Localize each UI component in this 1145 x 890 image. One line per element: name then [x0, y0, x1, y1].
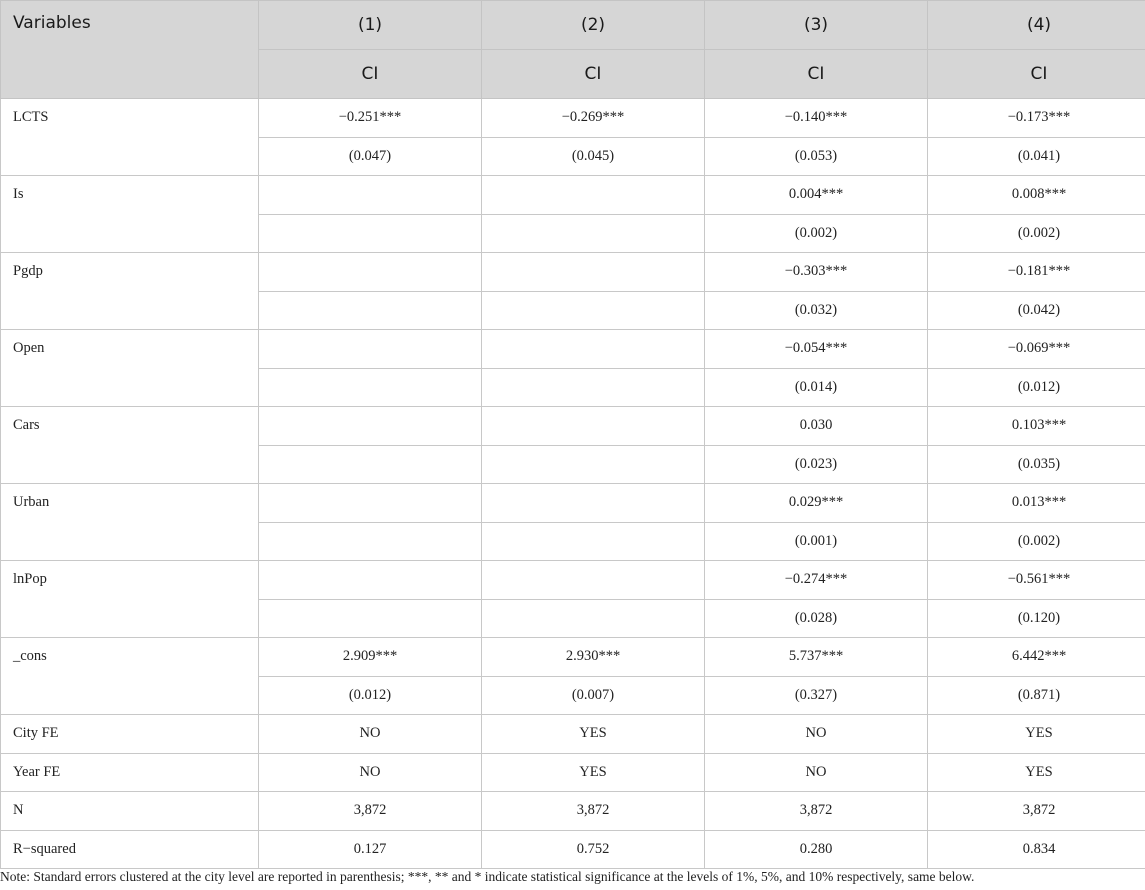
coef-cell: [259, 176, 482, 215]
coef-cell: 5.737***: [705, 638, 928, 677]
coef-cell: −0.269***: [482, 99, 705, 138]
coef-cell: [259, 330, 482, 369]
se-cell: (0.002): [705, 214, 928, 253]
stat-cell: NO: [259, 753, 482, 792]
table-body: [1, 99, 1145, 869]
se-cell: (0.032): [705, 291, 928, 330]
coef-cell: [482, 407, 705, 446]
se-cell: (0.028): [705, 599, 928, 638]
stat-label: Year FE: [1, 753, 259, 792]
coef-cell: −0.181***: [928, 253, 1145, 292]
coef-cell: −0.054***: [705, 330, 928, 369]
se-cell: (0.871): [928, 676, 1145, 715]
coef-cell: −0.274***: [705, 561, 928, 600]
coef-cell: −0.561***: [928, 561, 1145, 600]
model-header: (1): [259, 1, 482, 50]
se-cell: (0.002): [928, 214, 1145, 253]
se-cell: (0.012): [928, 368, 1145, 407]
se-cell: (0.042): [928, 291, 1145, 330]
coef-row: [1, 561, 1145, 600]
table-note: Note: Standard errors clustered at the city level are reported in parenthesis; ***, ** and * indicate statistical significance at the levels of 1%, 5%, and 10% respectively, same below.: [0, 869, 975, 884]
coef-cell: [259, 561, 482, 600]
variable-label: Cars: [1, 407, 259, 484]
variable-label: Is: [1, 176, 259, 253]
se-cell: [259, 291, 482, 330]
se-cell: (0.045): [482, 137, 705, 176]
se-cell: (0.047): [259, 137, 482, 176]
variable-label: Urban: [1, 484, 259, 561]
stat-row: [1, 792, 1145, 831]
coef-cell: [482, 253, 705, 292]
stat-cell: 3,872: [482, 792, 705, 831]
se-cell: (0.327): [705, 676, 928, 715]
se-cell: (0.041): [928, 137, 1145, 176]
stat-label: R−squared: [1, 830, 259, 869]
coef-cell: −0.173***: [928, 99, 1145, 138]
stat-row: [1, 753, 1145, 792]
stat-cell: 3,872: [928, 792, 1145, 831]
coef-cell: 2.909***: [259, 638, 482, 677]
se-cell: [482, 214, 705, 253]
se-cell: (0.012): [259, 676, 482, 715]
dep-var-header: CI: [482, 50, 705, 99]
se-cell: [259, 445, 482, 484]
se-cell: [259, 599, 482, 638]
coef-cell: [259, 253, 482, 292]
se-cell: (0.035): [928, 445, 1145, 484]
stat-row: [1, 715, 1145, 754]
coef-cell: [482, 561, 705, 600]
coef-row: [1, 253, 1145, 292]
se-cell: [259, 214, 482, 253]
stat-cell: 3,872: [705, 792, 928, 831]
coef-cell: [482, 176, 705, 215]
coef-cell: 0.004***: [705, 176, 928, 215]
se-cell: (0.001): [705, 522, 928, 561]
stat-cell: 3,872: [259, 792, 482, 831]
stat-cell: YES: [482, 715, 705, 754]
se-cell: [259, 522, 482, 561]
dep-var-header: CI: [259, 50, 482, 99]
model-header: (2): [482, 1, 705, 50]
coef-cell: −0.069***: [928, 330, 1145, 369]
stat-cell: NO: [705, 753, 928, 792]
coef-cell: 6.442***: [928, 638, 1145, 677]
se-cell: (0.002): [928, 522, 1145, 561]
se-cell: [482, 368, 705, 407]
se-cell: (0.053): [705, 137, 928, 176]
stat-label: N: [1, 792, 259, 831]
stat-label: City FE: [1, 715, 259, 754]
stat-cell: 0.834: [928, 830, 1145, 869]
dep-var-header: CI: [705, 50, 928, 99]
coef-cell: 2.930***: [482, 638, 705, 677]
stat-cell: YES: [482, 753, 705, 792]
stat-cell: 0.752: [482, 830, 705, 869]
coef-cell: [259, 407, 482, 446]
coef-cell: [259, 484, 482, 523]
se-cell: [259, 368, 482, 407]
dep-var-header: CI: [928, 50, 1145, 99]
se-cell: (0.023): [705, 445, 928, 484]
coef-cell: [482, 330, 705, 369]
coef-cell: −0.140***: [705, 99, 928, 138]
stat-cell: NO: [705, 715, 928, 754]
stat-cell: YES: [928, 715, 1145, 754]
variable-label: lnPop: [1, 561, 259, 638]
coef-row: [1, 407, 1145, 446]
se-cell: [482, 291, 705, 330]
stat-cell: 0.280: [705, 830, 928, 869]
model-header: (4): [928, 1, 1145, 50]
coef-row: [1, 176, 1145, 215]
coef-row: [1, 330, 1145, 369]
stat-cell: NO: [259, 715, 482, 754]
variable-label: Pgdp: [1, 253, 259, 330]
stat-row: [1, 830, 1145, 869]
se-cell: [482, 445, 705, 484]
stat-cell: YES: [928, 753, 1145, 792]
coef-cell: [482, 484, 705, 523]
variable-label: _cons: [1, 638, 259, 715]
coef-cell: 0.008***: [928, 176, 1145, 215]
coef-cell: −0.303***: [705, 253, 928, 292]
coef-row: [1, 99, 1145, 138]
coef-row: [1, 484, 1145, 523]
variable-label: LCTS: [1, 99, 259, 176]
stat-cell: 0.127: [259, 830, 482, 869]
variable-label: Open: [1, 330, 259, 407]
coef-row: [1, 638, 1145, 677]
se-cell: [482, 522, 705, 561]
coef-cell: −0.251***: [259, 99, 482, 138]
coef-cell: 0.030: [705, 407, 928, 446]
se-cell: [482, 599, 705, 638]
model-header: (3): [705, 1, 928, 50]
se-cell: (0.120): [928, 599, 1145, 638]
se-cell: (0.014): [705, 368, 928, 407]
variables-header: Variables: [1, 1, 259, 99]
coef-cell: 0.103***: [928, 407, 1145, 446]
header-row-models: [1, 1, 1145, 50]
coef-cell: 0.013***: [928, 484, 1145, 523]
se-cell: (0.007): [482, 676, 705, 715]
coef-cell: 0.029***: [705, 484, 928, 523]
table-header: [1, 1, 1145, 99]
